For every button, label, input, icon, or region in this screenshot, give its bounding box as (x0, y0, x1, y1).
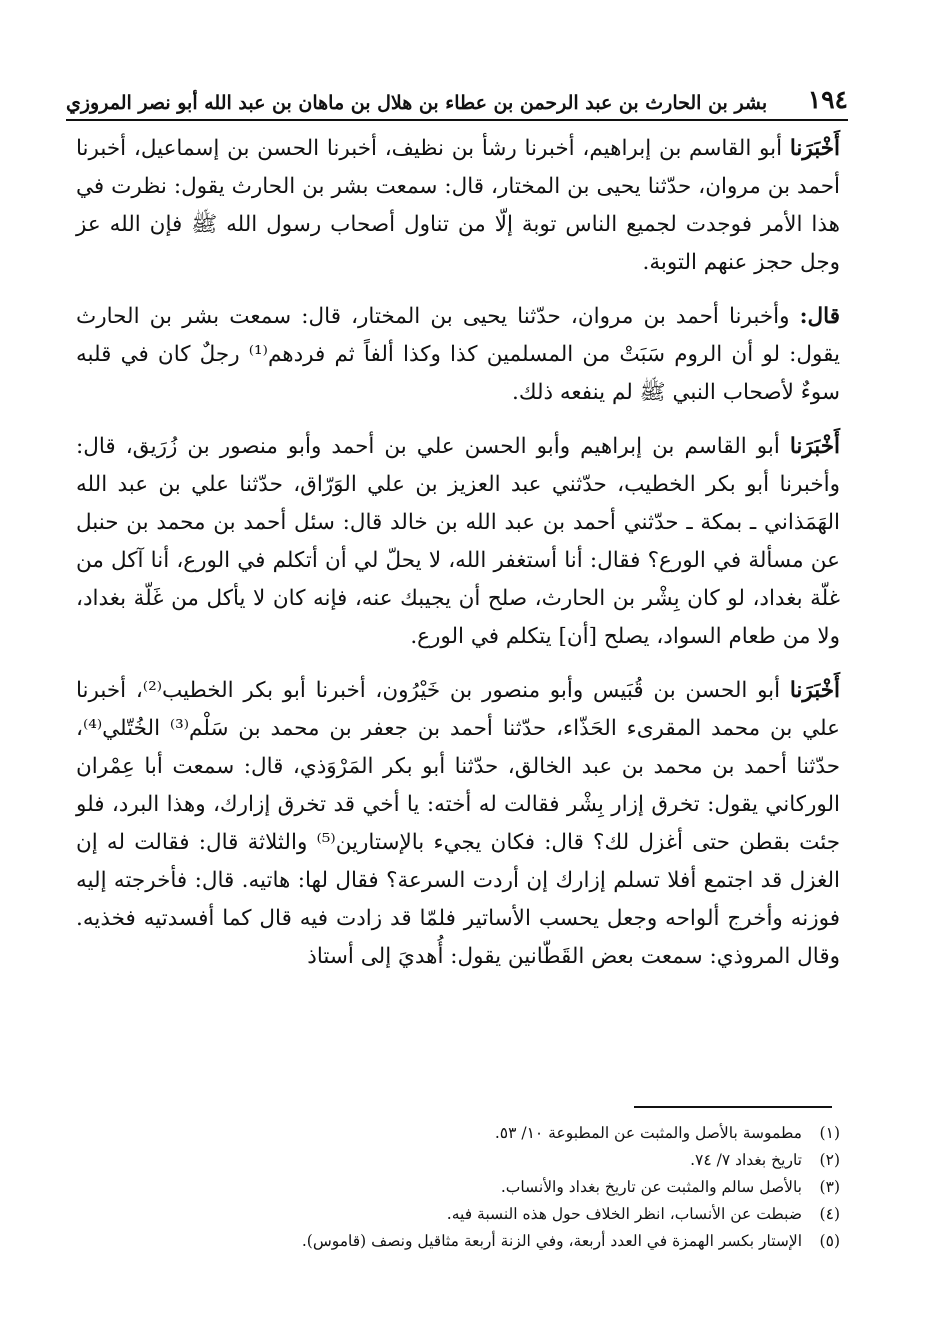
footnote-text: بالأصل سالم والمثبت عن تاريخ بغداد والأنساب. (500, 1178, 802, 1196)
header-rule (66, 119, 848, 121)
main-text (76, 130, 840, 976)
paragraph-lead: أَخْبَرَنا (789, 136, 840, 161)
footnote-text: تاريخ بغداد ٧/ ٧٤. (690, 1151, 802, 1169)
footnote-number: (٤) (819, 1205, 840, 1223)
footnote (220, 1174, 840, 1201)
footnote-rule (634, 1106, 832, 1108)
footnote-text: مطموسة بالأصل والمثبت عن المطبوعة ١٠/ ٥٣. (494, 1124, 802, 1142)
running-header (66, 62, 848, 114)
footnote (220, 1147, 840, 1174)
footnote (220, 1228, 840, 1255)
footnote (220, 1120, 840, 1147)
footnotes (220, 1120, 840, 1255)
paragraph-text: أبو القاسم بن إبراهيم، أخبرنا رشأ بن نظيف، أخبرنا الحسن بن إسماعيل، أخبرنا أحمد بن مروان، حدّثنا يحيى بن المختار، قال: سمعت بشر بن الحارث يقول: نظرت في هذا الأمر فوجدت لجميع الناس توبة إلّا من تناول أصحاب رسول الله ﷺ فإن الله عز وجل حجز عنهم التوبة. (76, 136, 840, 275)
paragraph (76, 130, 840, 282)
paragraph-text: أبو القاسم بن إبراهيم وأبو الحسن علي بن أحمد وأبو منصور بن زُرَيق، قال: وأخبرنا أبو بكر الخطيب، حدّثني عبد العزيز بن علي الوَرّاق، حدّثنا علي بن عبد الله الهَمَذاني ـ بمكة ـ حدّثني أحمد بن عبد الله بن خالد قال: سئل أحمد بن محمد بن حنبل عن مسألة في الورع؟ فقال: أنا أستغفر الله، لا يحلّ لي أن أتكلم في الورع، أنا آكل من غلّة بغداد، لو كان بِشْر بن الحارث، صلح أن يجيبك عنه، فإنه كان لا يأكل من غَلّة بغداد، ولا من طعام السواد، يصلح [أن] يتكلم في الورع. (76, 434, 840, 649)
paragraph-text: أبو الحسن بن قُبَيس وأبو منصور بن خَيْرُون، أخبرنا أبو بكر الخطيب⁽²⁾، أخبرنا علي بن محمد المقرىء الحَذّاء، حدّثنا أحمد بن جعفر بن محمد بن سَلْم⁽³⁾ الخُتّلي⁽⁴⁾، حدّثنا أحمد بن محمد بن عبد الخالق، حدّثنا أبو بكر المَرْوَذي، قال: سمعت أبا عِمْران الوركاني يقول: تخرق إزار بِشْر فقالت له أخته: يا أخي قد تخرق إزارك، وهذا البرد، فلو جئت بقطن حتى أغزل لك؟ قال: فكان يجيء بالإستارين⁽⁵⁾ والثلاثة قال: فقالت له إن الغزل قد اجتمع أفلا تسلم إزارك إن أردت السرعة؟ فقال لها: هاتيه. قال: فأخرجته إليه فوزنه وأخرج ألواحه وجعل يحسب الأساتير فلمّا قد زادت فيه قال كما أفسدتيه فخذيه. وقال المروذي: سمعت بعض القَطّانين يقول: أُهديَ إلى أستاذ (76, 678, 840, 969)
paragraph (76, 428, 840, 656)
header-title: بشر بن الحارث بن عبد الرحمن بن عطاء بن هلال بن ماهان بن عبد الله أبو نصر المروزي (66, 92, 768, 114)
footnote-text: ضبطت عن الأنساب، انظر الخلاف حول هذه النسبة فيه. (446, 1205, 802, 1223)
paragraph-lead: أَخْبَرَنا (789, 678, 841, 703)
page-number: ١٩٤ (807, 85, 848, 114)
footnote-text: الإستار بكسر الهمزة في العدد أربعة، وفي الزنة أربعة مثاقيل ونصف (قاموس). (301, 1232, 802, 1250)
paragraph-lead: قال: (799, 304, 840, 329)
paragraph-text: وأخبرنا أحمد بن مروان، حدّثنا يحيى بن المختار، قال: سمعت بشر بن الحارث يقول: لو أن الروم سَبَتْ من المسلمين كذا وكذا ألفاً ثم فردهم⁽¹⁾ رجلٌ كان في قلبه سوءٌ لأصحاب النبي ﷺ لم ينفعه ذلك. (76, 304, 840, 405)
paragraph (76, 672, 840, 976)
paragraph (76, 298, 840, 412)
footnote-number: (١) (819, 1124, 840, 1142)
footnote-number: (٥) (819, 1232, 840, 1250)
footnote-number: (٢) (819, 1151, 840, 1169)
paragraph-lead: أَخْبَرَنا (789, 434, 840, 459)
footnote-number: (٣) (819, 1178, 840, 1196)
footnote (220, 1201, 840, 1228)
